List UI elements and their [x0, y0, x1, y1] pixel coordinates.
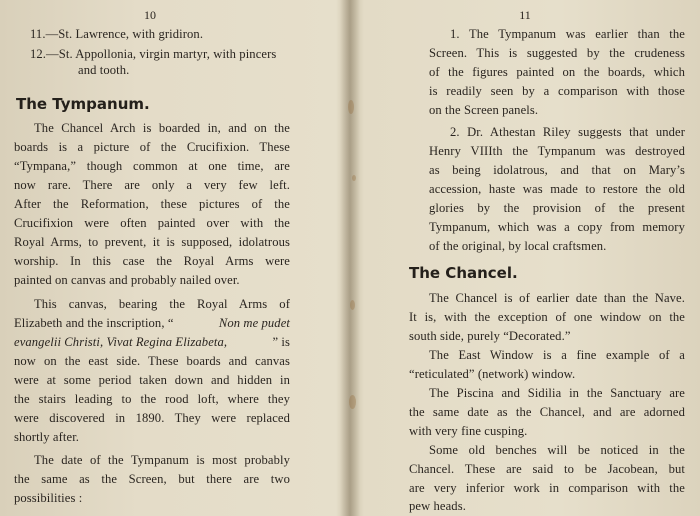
- paragraph-line: “Tympana,” though common at one time, are: [14, 159, 290, 173]
- paragraph-line: After the Reformation, these pictures of the: [14, 197, 290, 211]
- section-heading-tympanum: The Tympanum.: [16, 95, 150, 113]
- page-number: 10: [144, 8, 156, 22]
- paragraph-line: accession, haste was made to restore the old: [429, 182, 685, 196]
- paragraph-line: Royal Arms, to prevent, it is supposed, idolatrous: [14, 235, 290, 249]
- left-page: [0, 0, 345, 516]
- paragraph-line: with very fine cusping.: [409, 424, 528, 438]
- paragraph-line: south side, purely “Decorated.”: [409, 329, 571, 343]
- paragraph-line: [14, 315, 290, 331]
- paragraph-line: worship. In this case the Royal Arms were: [14, 254, 290, 268]
- latin-inscription: evangelii Christi, Vivat Regina Elizabeta,: [14, 335, 228, 349]
- paragraph-line: is readily seen by a comparison with those: [429, 84, 685, 98]
- paragraph-line: The Piscina and Sidilia in the Sanctuary are: [429, 386, 685, 400]
- latin-inscription: Non me pudet: [218, 316, 290, 330]
- paragraph-line: now rare. There are only a very few left.: [14, 178, 290, 192]
- paragraph-line: are very inferior work in comparison with the: [409, 481, 685, 495]
- paragraph-line: The East Window is a fine example of a: [429, 348, 685, 362]
- paragraph-line: the same date as the Chancel, and are adorned: [409, 405, 685, 419]
- paragraph-line: were at some period taken down and hidden in: [14, 373, 290, 387]
- paragraph-line: on the Screen panels.: [429, 103, 539, 117]
- list-item: and tooth.: [78, 63, 130, 77]
- paragraph-line: [14, 334, 290, 350]
- paragraph-line: 2. Dr. Athestan Riley suggests that under: [450, 125, 685, 139]
- paragraph-line: Tympanum, which was a copy from memory: [429, 220, 685, 234]
- paragraph-line: possibilities :: [14, 491, 83, 505]
- paragraph-line: boards is a picture of the Crucifixion. These: [14, 140, 290, 154]
- paragraph-line: as being idolatrous, and that on Mary’s: [429, 163, 685, 177]
- list-item: 12.—St. Appollonia, virgin martyr, with pincers: [30, 47, 277, 61]
- page-number: 11: [519, 8, 531, 22]
- paragraph-line: Screen. This is suggested by the crudeness: [429, 46, 685, 60]
- paragraph-line: Some old benches will be noticed in the: [429, 443, 685, 457]
- paragraph-line: Chancel. These are said to be Jacobean, but: [409, 462, 685, 476]
- inscription-intro: Elizabeth and the inscription, “: [14, 316, 174, 330]
- paragraph-line: pew heads.: [409, 499, 466, 513]
- paragraph-line: The date of the Tympanum is most probably: [34, 453, 290, 467]
- paragraph-line: “reticulated” (network) window.: [409, 367, 576, 381]
- list-item: 11.—St. Lawrence, with gridiron.: [30, 27, 204, 41]
- section-heading-chancel: The Chancel.: [409, 264, 518, 282]
- paragraph-line: of the original, by local craftsmen.: [429, 239, 607, 253]
- paragraph-line: Crucifixion were often painted over with the: [14, 216, 290, 230]
- right-page: [355, 0, 700, 516]
- foxing-stain: [348, 100, 354, 114]
- inscription-close: ” is: [272, 335, 290, 349]
- paragraph-line: Henry VIIIth the Tympanum was destroyed: [429, 144, 685, 158]
- paragraph-line: It is, with the exception of one window on the: [409, 310, 685, 324]
- paragraph-line: shortly after.: [14, 430, 80, 444]
- paragraph-line: The Chancel is of earlier date than the Nave.: [429, 291, 685, 305]
- paragraph-line: 1. The Tympanum was earlier than the: [450, 27, 685, 41]
- paragraph-line: The Chancel Arch is boarded in, and on the: [34, 121, 290, 135]
- paragraph-line: were discovered in 1890. They were replaced: [14, 411, 290, 425]
- paragraph-line: the stairs leading to the rood loft, where they: [14, 392, 290, 406]
- paragraph-line: now on the east side. These boards and canvas: [14, 354, 290, 368]
- paragraph-line: glories by the provision of the present: [429, 201, 685, 215]
- paragraph-line: of the figures painted on the boards, which: [429, 65, 685, 79]
- paragraph-line: painted on canvas and probably nailed over.: [14, 273, 240, 287]
- paragraph-line: the same as the Screen, but there are two: [14, 472, 290, 486]
- paragraph-line: This canvas, bearing the Royal Arms of: [34, 297, 290, 311]
